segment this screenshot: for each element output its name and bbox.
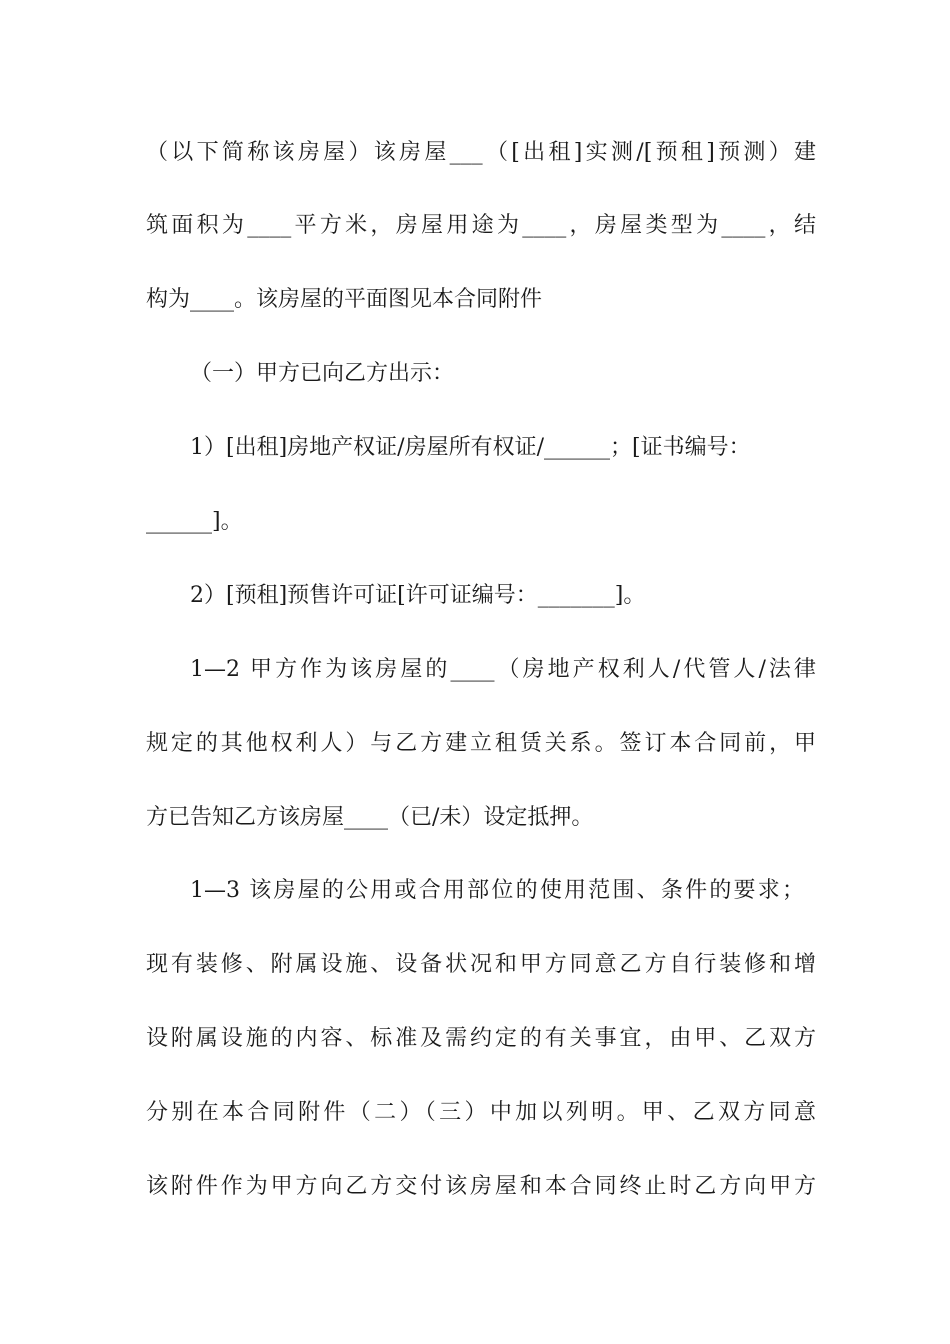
text-line-13: 设附属设施的内容、标准及需约定的有关事宜，由甲、乙双方 (146, 1026, 816, 1051)
text-line-12: 现有装修、附属设施、设备状况和甲方同意乙方自行装修和增 (146, 952, 816, 977)
text-line-14: 分别在本合同附件（二）（三）中加以列明。甲、乙双方同意 (146, 1100, 816, 1125)
text-line-5: 1）[出租]房地产权证/房屋所有权证/______；[证书编号： (190, 435, 751, 460)
text-line-8: 1—2 甲方作为该房屋的____（房地产权利人/代管人/法律 (190, 657, 816, 682)
text-line-7: 2）[预租]预售许可证[许可证编号：_______]。 (190, 583, 646, 608)
text-line-2: 筑面积为____平方米，房屋用途为____，房屋类型为____，结 (146, 213, 816, 238)
text-line-6: ______]。 (146, 509, 243, 534)
text-line-1: （以下简称该房屋）该房屋___（[出租]实测/[预租]预测）建 (146, 140, 816, 165)
text-line-11: 1—3 该房屋的公用或合用部位的使用范围、条件的要求； (190, 878, 804, 903)
text-line-10: 方已告知乙方该房屋____（已/未）设定抵押。 (146, 805, 594, 830)
text-line-3: 构为____。该房屋的平面图见本合同附件 (146, 287, 543, 312)
text-line-15: 该附件作为甲方向乙方交付该房屋和本合同终止时乙方向甲方 (146, 1174, 816, 1199)
text-line-9: 规定的其他权利人）与乙方建立租赁关系。签订本合同前，甲 (146, 731, 816, 756)
text-line-4: （一）甲方已向乙方出示： (190, 361, 455, 386)
